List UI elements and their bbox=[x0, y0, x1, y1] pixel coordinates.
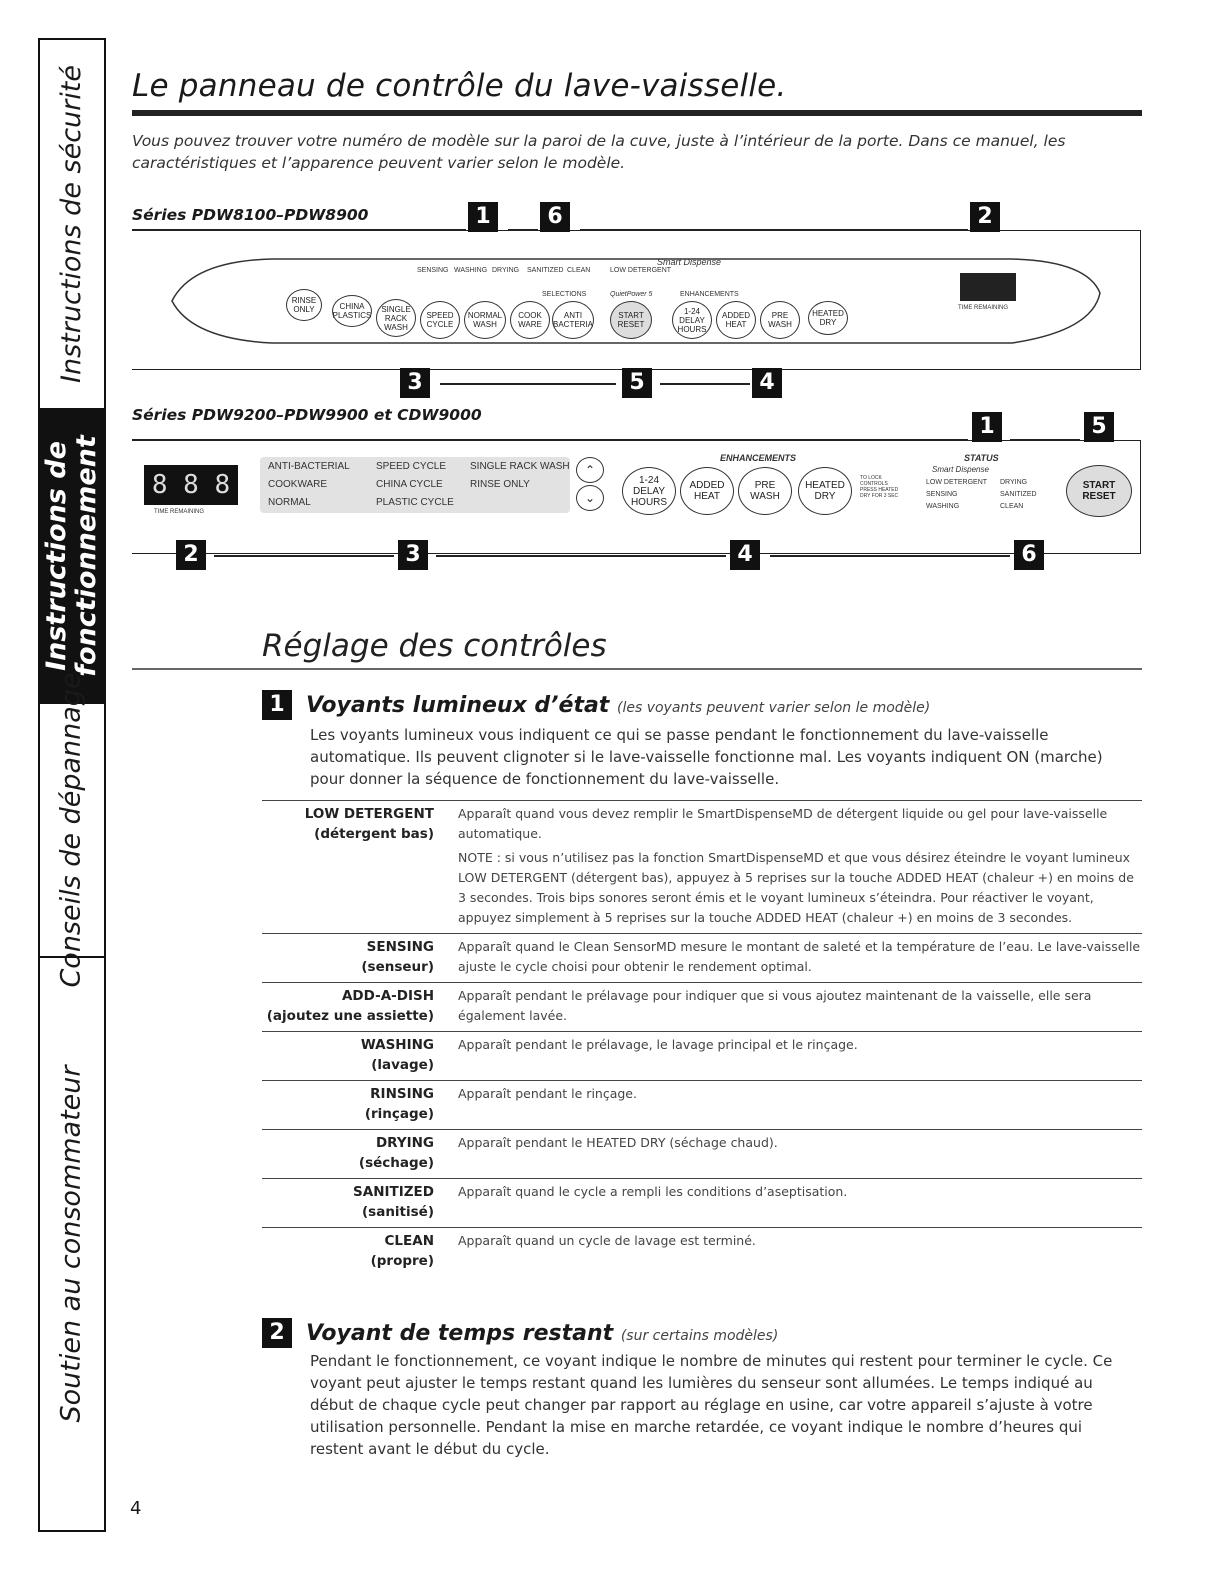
definition-description bbox=[458, 804, 1142, 928]
definition-description bbox=[458, 986, 1142, 1026]
definition-term bbox=[262, 1182, 458, 1222]
item1-subtitle: (les voyants peuvent varier selon le modèle) bbox=[617, 699, 931, 716]
status-sanitized: SANITIZED bbox=[1000, 491, 1037, 498]
panel1-series-label: Séries PDW8100–PDW8900 bbox=[132, 206, 369, 224]
callout-badge: 5 bbox=[1084, 412, 1114, 442]
panel2-top-line bbox=[132, 439, 968, 441]
delay-hours-button[interactable]: 1-24 DELAY HOURS bbox=[672, 301, 712, 339]
panel1-status-drying: DRYING bbox=[492, 267, 520, 274]
panel2-smart-dispense: Smart Dispense bbox=[932, 465, 989, 474]
panel1-status-sensing: SENSING bbox=[417, 267, 449, 274]
page-title: Le panneau de contrôle du lave-vaisselle. bbox=[132, 68, 787, 104]
pre-wash-button[interactable]: PRE WASH bbox=[738, 467, 792, 515]
panel1-status-sanitized: SANITIZED bbox=[527, 267, 564, 274]
item2-body: Pendant le fonctionnement, ce voyant indique le nombre de minutes qui restent pour terminer le cycle. Ce voyant peut ajuster le temps restant quand les lumières du senseur sont allumées. Le temps indiqué au début de chaque cycle peut changer par rapport au réglage en usine, car votre appareil s’ajuste à votre utilisation personnelle. Pendant la mise en marche retardée, ce voyant indique le nombre d’heures qui restent avant le début du cycle. bbox=[310, 1352, 1113, 1458]
time-remaining-display: 8 8 8 bbox=[144, 465, 238, 505]
callout-badge: 1 bbox=[972, 412, 1002, 442]
cycle-strip bbox=[260, 457, 570, 513]
start-reset-button[interactable]: START RESET bbox=[610, 301, 652, 339]
item1-heading bbox=[262, 690, 930, 720]
china-plastics-button[interactable]: CHINA PLASTICS bbox=[332, 295, 372, 327]
sidebar-tab-label: Soutien au consommateur bbox=[56, 1065, 87, 1423]
definition-row bbox=[262, 800, 1142, 933]
definition-row bbox=[262, 1227, 1142, 1276]
definition-text: Apparaît quand le cycle a rempli les conditions d’aseptisation. bbox=[458, 1184, 848, 1199]
item2-badge: 2 bbox=[262, 1318, 292, 1348]
panel2-series-label: Séries PDW9200–PDW9900 et CDW9000 bbox=[132, 406, 482, 424]
heated-dry-button[interactable]: HEATED DRY bbox=[808, 301, 848, 335]
added-heat-button[interactable]: ADDED HEAT bbox=[716, 301, 756, 339]
callout-line bbox=[440, 383, 616, 385]
item1-badge: 1 bbox=[262, 690, 292, 720]
callout-badge: 3 bbox=[398, 540, 428, 570]
definition-term-fr: (rinçage) bbox=[364, 1106, 434, 1122]
status-washing: WASHING bbox=[926, 503, 960, 510]
definition-description bbox=[458, 1182, 1142, 1222]
definition-note: NOTE : si vous n’utilisez pas la fonction SmartDispenseMD et que vous désirez éteindre le voyant lumineux LOW DETERGENT (détergent bas), appuyez à 5 reprises sur la touche ADDED HEAT (chaleur +) en moins de 3 secondes. Trois bips sonores seront émis et le voyant lumineux s’éteindra. Pour réactiver le voyant, appuyez simplement à 5 reprises sur la touche ADDED HEAT (chaleur +) en moins de 3 secondes. bbox=[458, 850, 1134, 925]
callout-line bbox=[660, 383, 750, 385]
panel1-enhancements-label: ENHANCEMENTS bbox=[680, 291, 739, 298]
callout-line bbox=[580, 229, 968, 231]
definition-text: Apparaît pendant le rinçage. bbox=[458, 1086, 637, 1101]
lock-controls-label: TO LOCK CONTROLS PRESS HEATED DRY FOR 3 SEC bbox=[860, 475, 899, 499]
item2-title-text: Voyant de temps restant bbox=[306, 1320, 614, 1346]
cycle-down-button[interactable] bbox=[576, 485, 604, 511]
callout-badge: 4 bbox=[752, 368, 782, 398]
callout-line bbox=[436, 555, 726, 557]
definition-description bbox=[458, 1084, 1142, 1124]
cookware-button[interactable]: COOK WARE bbox=[510, 301, 550, 339]
panel1-status-clean: CLEAN bbox=[567, 267, 591, 274]
cycle-up-button[interactable] bbox=[576, 457, 604, 483]
definition-term-en: WASHING bbox=[360, 1037, 434, 1053]
panel1-smart-dispense: Smart Dispense bbox=[657, 257, 722, 267]
sidebar-tab-label: Instructions de fonctionnement bbox=[41, 435, 103, 677]
panel1-frame bbox=[132, 230, 1141, 370]
normal-wash-button[interactable]: NORMAL WASH bbox=[464, 301, 506, 339]
sidebar-tab-safety[interactable] bbox=[40, 40, 104, 410]
section-title: Réglage des contrôles bbox=[262, 628, 607, 664]
definition-row bbox=[262, 1178, 1142, 1227]
panel2-status-label: STATUS bbox=[964, 453, 999, 463]
cycle-rinse-only[interactable]: RINSE ONLY bbox=[470, 479, 530, 490]
chevron-up-icon: ⌃ bbox=[584, 462, 596, 477]
panel2-time-remaining: TIME REMAINING bbox=[154, 509, 205, 515]
status-sensing: SENSING bbox=[926, 491, 958, 498]
definition-text: Apparaît quand un cycle de lavage est terminé. bbox=[458, 1233, 756, 1248]
sidebar-tab-operating[interactable] bbox=[40, 410, 104, 704]
definition-text: Apparaît quand vous devez remplir le SmartDispenseMD de détergent liquide ou gel pour lave-vaisselle automatique. bbox=[458, 806, 1108, 841]
panel2-enhancements-label: ENHANCEMENTS bbox=[720, 453, 797, 463]
delay-hours-button[interactable]: 1-24 DELAY HOURS bbox=[622, 467, 676, 515]
definition-term-fr: (lavage) bbox=[371, 1057, 434, 1073]
cycle-plastic[interactable]: PLASTIC CYCLE bbox=[376, 497, 454, 508]
status-definitions bbox=[262, 800, 1142, 1276]
start-reset-button[interactable] bbox=[1066, 465, 1132, 517]
page-number: 4 bbox=[130, 1498, 142, 1519]
definition-term-en: CLEAN bbox=[384, 1233, 434, 1249]
cycle-normal[interactable]: NORMAL bbox=[268, 497, 311, 508]
callout-badge: 5 bbox=[622, 368, 652, 398]
definition-term-en: LOW DETERGENT bbox=[304, 806, 434, 822]
definition-text: Apparaît pendant le prélavage, le lavage principal et le rinçage. bbox=[458, 1037, 858, 1052]
pre-wash-button[interactable]: PRE WASH bbox=[760, 301, 800, 339]
definition-term bbox=[262, 804, 458, 928]
sidebar-tab-troubleshooting[interactable] bbox=[40, 672, 104, 988]
panel2-frame bbox=[132, 440, 1141, 554]
callout-line bbox=[214, 555, 394, 557]
callout-badge: 6 bbox=[1014, 540, 1044, 570]
heated-dry-button[interactable]: HEATED DRY bbox=[798, 467, 852, 515]
panel1-outline bbox=[132, 231, 1140, 369]
definition-term bbox=[262, 937, 458, 977]
definition-row bbox=[262, 1031, 1142, 1080]
definition-term-fr: (ajoutez une assiette) bbox=[266, 1008, 434, 1024]
definition-row bbox=[262, 933, 1142, 982]
cycle-anti-bacterial[interactable]: ANTI-BACTERIAL bbox=[268, 461, 350, 472]
item1-title-text: Voyants lumineux d’état bbox=[306, 692, 610, 718]
status-clean: CLEAN bbox=[1000, 503, 1024, 510]
item1-body: Les voyants lumineux vous indiquent ce qui se passe pendant le fonctionnement du lave-vaisselle automatique. Ils peuvent clignoter si le lave-vaisselle fonctionne mal. Les voyants indiquent ON (marche) pour donner la séquence de fonctionnement du lave-vaisselle. bbox=[310, 726, 1103, 788]
definition-description bbox=[458, 1231, 1142, 1271]
definition-row bbox=[262, 982, 1142, 1031]
definition-term bbox=[262, 1133, 458, 1173]
panel1-status-washing: WASHING bbox=[454, 267, 488, 274]
chevron-down-icon: ⌄ bbox=[584, 490, 596, 505]
status-low-detergent: LOW DETERGENT bbox=[926, 479, 988, 486]
panel1-time-remaining: TIME REMAINING bbox=[958, 305, 1009, 311]
item2-heading bbox=[262, 1318, 778, 1348]
definition-row bbox=[262, 1129, 1142, 1178]
panel1-quietpower-label: QuietPower 5 bbox=[610, 291, 653, 298]
definition-text: Apparaît pendant le prélavage pour indiquer que si vous ajoutez maintenant de la vaisselle, elle sera également lavée. bbox=[458, 988, 1092, 1023]
callout-badge: 1 bbox=[468, 202, 498, 232]
cycle-china[interactable]: CHINA CYCLE bbox=[376, 479, 443, 490]
reset-label: RESET bbox=[1082, 491, 1116, 502]
single-rack-wash-button[interactable]: SINGLE RACK WASH bbox=[376, 299, 416, 337]
panel1-top-line bbox=[132, 229, 466, 231]
cycle-speed[interactable]: SPEED CYCLE bbox=[376, 461, 447, 472]
definition-description bbox=[458, 937, 1142, 977]
callout-line bbox=[1010, 439, 1080, 441]
definition-term-fr: (senseur) bbox=[361, 959, 434, 975]
definition-text: Apparaît pendant le HEATED DRY (séchage chaud). bbox=[458, 1135, 778, 1150]
rinse-only-button[interactable]: RINSE ONLY bbox=[286, 289, 322, 321]
definition-description bbox=[458, 1035, 1142, 1075]
anti-bacteria-button[interactable]: ANTI BACTERIA bbox=[552, 301, 594, 339]
definition-row bbox=[262, 1080, 1142, 1129]
callout-line bbox=[508, 229, 538, 231]
added-heat-button[interactable]: ADDED HEAT bbox=[680, 467, 734, 515]
definition-description bbox=[458, 1133, 1142, 1173]
definition-term bbox=[262, 1231, 458, 1271]
cycle-single-rack-wash[interactable]: SINGLE RACK WASH bbox=[470, 461, 570, 472]
callout-line bbox=[770, 555, 1010, 557]
item2-title bbox=[306, 1321, 778, 1346]
sidebar-tab-label: Conseils de dépannage bbox=[56, 672, 88, 988]
definition-term bbox=[262, 1084, 458, 1124]
cycle-cookware[interactable]: COOKWARE bbox=[268, 479, 328, 490]
panel1-selections-label: SELECTIONS bbox=[542, 291, 587, 298]
callout-badge: 3 bbox=[400, 368, 430, 398]
callout-badge: 4 bbox=[730, 540, 760, 570]
sidebar-nav bbox=[38, 38, 106, 1532]
speed-cycle-button[interactable]: SPEED CYCLE bbox=[420, 301, 460, 339]
definition-term-en: SENSING bbox=[366, 939, 434, 955]
definition-term-en: RINSING bbox=[370, 1086, 434, 1102]
sidebar-tab-consumer-support[interactable] bbox=[40, 958, 104, 1530]
definition-term-en: SANITIZED bbox=[353, 1184, 434, 1200]
callout-badge: 6 bbox=[540, 202, 570, 232]
intro-text: Vous pouvez trouver votre numéro de modèle sur la paroi de la cuve, juste à l’intérieur de la porte. Dans ce manuel, les caractéristiques et l’apparence peuvent varier selon le modèle. bbox=[132, 132, 1066, 172]
sidebar-tab-label: Instructions de sécurité bbox=[56, 65, 87, 383]
item2-subtitle: (sur certains modèles) bbox=[620, 1327, 779, 1344]
definition-term bbox=[262, 1035, 458, 1075]
definition-term-en: ADD-A-DISH bbox=[341, 988, 434, 1004]
definition-term bbox=[262, 986, 458, 1026]
status-drying: DRYING bbox=[1000, 479, 1028, 486]
definition-text: Apparaît quand le Clean SensorMD mesure le montant de saleté et la température de l’eau. Le lave-vaisselle ajuste le cycle choisi pour obtenir le rendement optimal. bbox=[458, 939, 1141, 974]
callout-badge: 2 bbox=[970, 202, 1000, 232]
section-rule bbox=[132, 668, 1142, 670]
definition-term-en: DRYING bbox=[375, 1135, 434, 1151]
definition-term-fr: (sanitisé) bbox=[362, 1204, 434, 1220]
title-rule bbox=[132, 110, 1142, 116]
panel1-low-detergent: LOW DETERGENT bbox=[610, 267, 672, 274]
start-label: START bbox=[1082, 480, 1116, 491]
definition-term-fr: (détergent bas) bbox=[314, 826, 434, 842]
callout-badge: 2 bbox=[176, 540, 206, 570]
item1-title bbox=[306, 693, 930, 718]
definition-term-fr: (séchage) bbox=[358, 1155, 434, 1171]
definition-term-fr: (propre) bbox=[370, 1253, 434, 1269]
